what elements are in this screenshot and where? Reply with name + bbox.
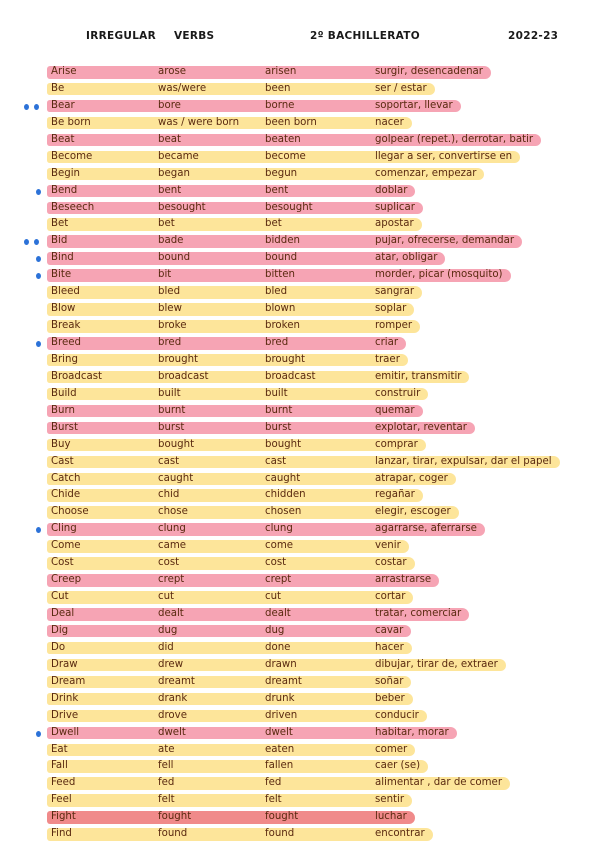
- verb-row: [0, 81, 600, 98]
- cell-base: Creep: [51, 574, 82, 586]
- row-highlight: [47, 591, 413, 604]
- blue-dot-marker: [24, 104, 29, 110]
- cell-base: Bid: [51, 235, 68, 247]
- verb-row: [0, 589, 600, 606]
- row-highlight: [47, 354, 408, 367]
- cell-past: built: [158, 387, 181, 399]
- cell-base: Be: [51, 82, 65, 94]
- cell-past: cost: [158, 557, 180, 569]
- course-label: 2º BACHILLERATO: [310, 30, 420, 42]
- cell-participle: borne: [265, 99, 295, 111]
- row-highlight: [47, 760, 428, 773]
- cell-meaning: beber: [375, 692, 405, 704]
- cell-meaning: comenzar, empezar: [375, 167, 477, 179]
- cell-past: bent: [158, 184, 182, 196]
- cell-past: was / were born: [158, 116, 240, 128]
- row-highlight: [47, 642, 412, 655]
- cell-participle: broken: [265, 320, 300, 332]
- cell-past: besought: [158, 201, 206, 213]
- cell-base: Break: [51, 320, 81, 332]
- cell-participle: besought: [265, 201, 313, 213]
- cell-meaning: romper: [375, 320, 413, 332]
- verb-row: [0, 233, 600, 250]
- cell-past: dug: [158, 624, 178, 636]
- verb-row: [0, 708, 600, 725]
- cell-past: dreamt: [158, 675, 195, 687]
- cell-base: Dream: [51, 675, 86, 687]
- cell-meaning: pujar, ofrecerse, demandar: [375, 235, 515, 247]
- cell-base: Bite: [51, 269, 72, 281]
- cell-base: Become: [51, 150, 93, 162]
- cell-participle: eaten: [265, 743, 295, 755]
- verb-row: [0, 267, 600, 284]
- verb-row: [0, 420, 600, 437]
- cell-participle: chosen: [265, 506, 302, 518]
- cell-past: chid: [158, 489, 180, 501]
- cell-base: Arise: [51, 66, 77, 77]
- cell-meaning: luchar: [375, 811, 407, 823]
- cell-past: was/were: [158, 82, 207, 94]
- document-title: IRREGULAR VERBS: [86, 30, 215, 42]
- cell-past: broadcast: [158, 370, 209, 382]
- cell-meaning: apostar: [375, 218, 414, 230]
- cell-meaning: ser / estar: [375, 82, 427, 94]
- cell-meaning: sangrar: [375, 286, 415, 298]
- cell-participle: bitten: [265, 269, 296, 281]
- verb-row: [0, 504, 600, 521]
- cell-participle: dealt: [265, 608, 291, 619]
- verb-row: [0, 657, 600, 674]
- verb-row: [0, 149, 600, 166]
- cell-base: Cut: [51, 591, 69, 603]
- row-highlight: [47, 286, 422, 299]
- cell-base: Bleed: [51, 286, 80, 298]
- cell-base: Choose: [51, 506, 89, 518]
- cell-meaning: surgir, desencadenar: [375, 66, 483, 77]
- blue-dot-marker: [36, 731, 41, 737]
- verb-row: [0, 369, 600, 386]
- cell-meaning: nacer: [375, 116, 404, 128]
- cell-base: Blow: [51, 303, 76, 315]
- cell-base: Buy: [51, 438, 71, 450]
- row-highlight: [47, 811, 415, 824]
- cell-base: Cost: [51, 557, 74, 569]
- cell-base: Breed: [51, 337, 81, 348]
- cell-base: Bring: [51, 353, 78, 365]
- cell-participle: caught: [265, 472, 301, 484]
- verb-row: [0, 487, 600, 504]
- cell-past: drank: [158, 692, 188, 704]
- cell-participle: drawn: [265, 658, 297, 670]
- row-highlight: [47, 710, 427, 723]
- cell-past: crept: [158, 574, 185, 586]
- cell-participle: bred: [265, 337, 289, 348]
- row-highlight: [47, 693, 413, 706]
- verb-row: [0, 386, 600, 403]
- cell-meaning: conducir: [375, 709, 419, 721]
- cell-meaning: quemar: [375, 404, 415, 416]
- cell-base: Come: [51, 540, 81, 552]
- verb-table: [0, 64, 600, 843]
- verb-row: [0, 437, 600, 454]
- cell-past: cut: [158, 591, 175, 603]
- cell-past: bound: [158, 252, 191, 264]
- cell-meaning: explotar, reventar: [375, 421, 467, 433]
- cell-meaning: llegar a ser, convertirse en: [375, 150, 513, 162]
- cell-meaning: morder, picar (mosquito): [375, 269, 503, 281]
- cell-past: bore: [158, 99, 181, 111]
- cell-base: Eat: [51, 743, 68, 755]
- cell-past: broke: [158, 320, 187, 332]
- cell-base: Broadcast: [51, 370, 103, 382]
- cell-participle: been: [265, 82, 291, 94]
- cell-participle: begun: [265, 167, 298, 179]
- cell-meaning: comer: [375, 743, 408, 755]
- cell-participle: done: [265, 641, 291, 653]
- cell-participle: arisen: [265, 66, 297, 77]
- cell-participle: burnt: [265, 404, 293, 416]
- verb-row: [0, 318, 600, 335]
- cell-meaning: atrapar, coger: [375, 472, 448, 484]
- cell-meaning: alimentar , dar de comer: [375, 777, 503, 789]
- cell-base: Bet: [51, 218, 69, 230]
- row-highlight: [47, 557, 415, 570]
- cell-base: Burn: [51, 404, 75, 416]
- cell-participle: bled: [265, 286, 288, 298]
- verb-row: [0, 183, 600, 200]
- cell-participle: found: [265, 828, 295, 840]
- verb-row: [0, 403, 600, 420]
- verb-row: [0, 809, 600, 826]
- verb-row: [0, 284, 600, 301]
- cell-base: Bear: [51, 99, 75, 111]
- cell-participle: cast: [265, 455, 287, 467]
- cell-participle: clung: [265, 523, 293, 535]
- row-highlight: [47, 320, 420, 333]
- cell-base: Dig: [51, 624, 69, 636]
- verb-row: [0, 606, 600, 623]
- cell-past: drew: [158, 658, 184, 670]
- cell-past: fed: [158, 777, 175, 789]
- cell-participle: bought: [265, 438, 302, 450]
- cell-meaning: tratar, comerciar: [375, 608, 462, 619]
- blue-dot-marker: [36, 341, 41, 347]
- cell-participle: dug: [265, 624, 285, 636]
- cell-participle: been born: [265, 116, 317, 128]
- cell-meaning: soportar, llevar: [375, 99, 453, 111]
- cell-past: fought: [158, 811, 192, 823]
- verb-row: [0, 166, 600, 183]
- blue-dot-marker: [36, 256, 41, 262]
- cell-base: Drive: [51, 709, 79, 721]
- row-highlight: [47, 439, 426, 452]
- cell-participle: dwelt: [265, 726, 293, 738]
- cell-base: Be born: [51, 116, 91, 128]
- verb-row: [0, 250, 600, 267]
- cell-base: Catch: [51, 472, 81, 484]
- row-highlight: [47, 794, 412, 807]
- blue-dot-marker: [34, 104, 39, 110]
- row-highlight: [47, 676, 411, 689]
- cell-participle: bet: [265, 218, 282, 230]
- cell-base: Do: [51, 641, 66, 653]
- cell-past: clung: [158, 523, 186, 535]
- row-highlight: [47, 303, 414, 316]
- row-highlight: [47, 388, 428, 401]
- cell-past: dealt: [158, 608, 184, 619]
- cell-base: Deal: [51, 608, 75, 619]
- blue-dot-marker: [36, 273, 41, 279]
- cell-meaning: sentir: [375, 794, 405, 806]
- cell-participle: bent: [265, 184, 289, 196]
- cell-meaning: doblar: [375, 184, 408, 196]
- cell-participle: cut: [265, 591, 282, 603]
- verb-row: [0, 521, 600, 538]
- verb-row: [0, 352, 600, 369]
- cell-meaning: traer: [375, 353, 400, 365]
- cell-meaning: cortar: [375, 591, 406, 603]
- cell-base: Feed: [51, 777, 76, 789]
- row-highlight: [47, 202, 423, 215]
- cell-past: blew: [158, 303, 182, 315]
- cell-participle: fed: [265, 777, 282, 789]
- cell-participle: bound: [265, 252, 298, 264]
- cell-meaning: golpear (repet.), derrotar, batir: [375, 133, 534, 145]
- cell-participle: come: [265, 540, 294, 552]
- verb-row: [0, 742, 600, 759]
- verb-row: [0, 775, 600, 792]
- school-year: 2022-23: [508, 30, 559, 42]
- cell-participle: brought: [265, 353, 306, 365]
- verb-row: [0, 691, 600, 708]
- verb-row: [0, 538, 600, 555]
- cell-base: Build: [51, 387, 77, 399]
- cell-participle: driven: [265, 709, 298, 721]
- cell-base: Fall: [51, 760, 68, 772]
- cell-past: became: [158, 150, 199, 162]
- cell-participle: built: [265, 387, 288, 399]
- verb-row: [0, 555, 600, 572]
- cell-meaning: soplar: [375, 303, 407, 315]
- verb-row: [0, 132, 600, 149]
- cell-meaning: habitar, morar: [375, 726, 449, 738]
- cell-participle: crept: [265, 574, 292, 586]
- row-highlight: [47, 337, 406, 350]
- cell-participle: fought: [265, 811, 299, 823]
- verb-row: [0, 725, 600, 742]
- cell-base: Beseech: [51, 201, 95, 213]
- blue-dot-marker: [36, 527, 41, 533]
- cell-participle: burst: [265, 421, 292, 433]
- cell-base: Beat: [51, 133, 75, 145]
- cell-meaning: encontrar: [375, 828, 425, 840]
- verb-row: [0, 792, 600, 809]
- cell-meaning: cavar: [375, 624, 404, 636]
- cell-participle: fallen: [265, 760, 294, 772]
- cell-past: bled: [158, 286, 181, 298]
- cell-past: drove: [158, 709, 187, 721]
- cell-base: Drink: [51, 692, 79, 704]
- row-highlight: [47, 625, 411, 638]
- cell-participle: beaten: [265, 133, 301, 145]
- cell-base: Bind: [51, 252, 74, 264]
- cell-participle: bidden: [265, 235, 300, 247]
- cell-participle: cost: [265, 557, 287, 569]
- row-highlight: [47, 489, 423, 502]
- cell-meaning: comprar: [375, 438, 418, 450]
- cell-meaning: arrastrarse: [375, 574, 432, 586]
- cell-past: bought: [158, 438, 195, 450]
- cell-past: began: [158, 167, 190, 179]
- cell-past: beat: [158, 133, 181, 145]
- cell-meaning: atar, obligar: [375, 252, 438, 264]
- verb-row: [0, 335, 600, 352]
- cell-meaning: dibujar, tirar de, extraer: [375, 658, 498, 670]
- verb-row: [0, 758, 600, 775]
- cell-participle: felt: [265, 794, 282, 806]
- cell-meaning: lanzar, tirar, expulsar, dar el papel: [375, 455, 552, 467]
- cell-past: caught: [158, 472, 194, 484]
- cell-past: bet: [158, 218, 175, 230]
- cell-past: did: [158, 641, 174, 653]
- cell-past: arose: [158, 66, 187, 77]
- cell-participle: dreamt: [265, 675, 302, 687]
- cell-meaning: venir: [375, 540, 401, 552]
- cell-past: chose: [158, 506, 188, 518]
- verb-row: [0, 64, 600, 81]
- cell-base: Begin: [51, 167, 81, 179]
- verb-row: [0, 640, 600, 657]
- row-highlight: [47, 185, 415, 198]
- row-highlight: [47, 218, 422, 231]
- cell-past: cast: [158, 455, 180, 467]
- cell-past: fell: [158, 760, 174, 772]
- cell-meaning: emitir, transmitir: [375, 370, 462, 382]
- cell-base: Dwell: [51, 726, 80, 738]
- verb-row: [0, 826, 600, 843]
- cell-meaning: soñar: [375, 675, 404, 687]
- blue-dot-marker: [36, 189, 41, 195]
- cell-meaning: costar: [375, 557, 407, 569]
- cell-past: burnt: [158, 404, 186, 416]
- verb-row: [0, 674, 600, 691]
- cell-base: Cast: [51, 455, 74, 467]
- cell-participle: chidden: [265, 489, 306, 501]
- verb-row: [0, 98, 600, 115]
- row-highlight: [47, 405, 423, 418]
- cell-base: Draw: [51, 658, 78, 670]
- cell-past: brought: [158, 353, 199, 365]
- cell-past: found: [158, 828, 188, 840]
- row-highlight: [47, 540, 409, 553]
- cell-base: Fight: [51, 811, 76, 823]
- cell-participle: broadcast: [265, 370, 316, 382]
- cell-meaning: caer (se): [375, 760, 421, 772]
- cell-base: Cling: [51, 523, 77, 535]
- verb-row: [0, 454, 600, 471]
- cell-past: ate: [158, 743, 175, 755]
- cell-past: bit: [158, 269, 172, 281]
- cell-past: bade: [158, 235, 184, 247]
- cell-meaning: construir: [375, 387, 421, 399]
- blue-dot-marker: [34, 239, 39, 245]
- cell-past: dwelt: [158, 726, 186, 738]
- cell-base: Burst: [51, 421, 78, 433]
- cell-meaning: hacer: [375, 641, 404, 653]
- cell-past: burst: [158, 421, 185, 433]
- cell-base: Find: [51, 828, 72, 840]
- verb-row: [0, 115, 600, 132]
- cell-past: came: [158, 540, 187, 552]
- cell-base: Chide: [51, 489, 81, 501]
- verb-row: [0, 301, 600, 318]
- cell-participle: blown: [265, 303, 296, 315]
- blue-dot-marker: [24, 239, 29, 245]
- verb-row: [0, 623, 600, 640]
- verb-row: [0, 572, 600, 589]
- cell-meaning: criar: [375, 337, 399, 348]
- verb-row: [0, 200, 600, 217]
- verb-row: [0, 216, 600, 233]
- cell-base: Feel: [51, 794, 72, 806]
- cell-participle: drunk: [265, 692, 295, 704]
- document-header: [0, 30, 600, 48]
- cell-meaning: agarrarse, aferrarse: [375, 523, 477, 535]
- cell-participle: become: [265, 150, 306, 162]
- cell-meaning: regañar: [375, 489, 415, 501]
- cell-meaning: elegir, escoger: [375, 506, 451, 518]
- cell-past: bred: [158, 337, 182, 348]
- row-highlight: [47, 744, 415, 757]
- verb-row: [0, 471, 600, 488]
- cell-base: Bend: [51, 184, 78, 196]
- cell-past: felt: [158, 794, 175, 806]
- cell-meaning: suplicar: [375, 201, 415, 213]
